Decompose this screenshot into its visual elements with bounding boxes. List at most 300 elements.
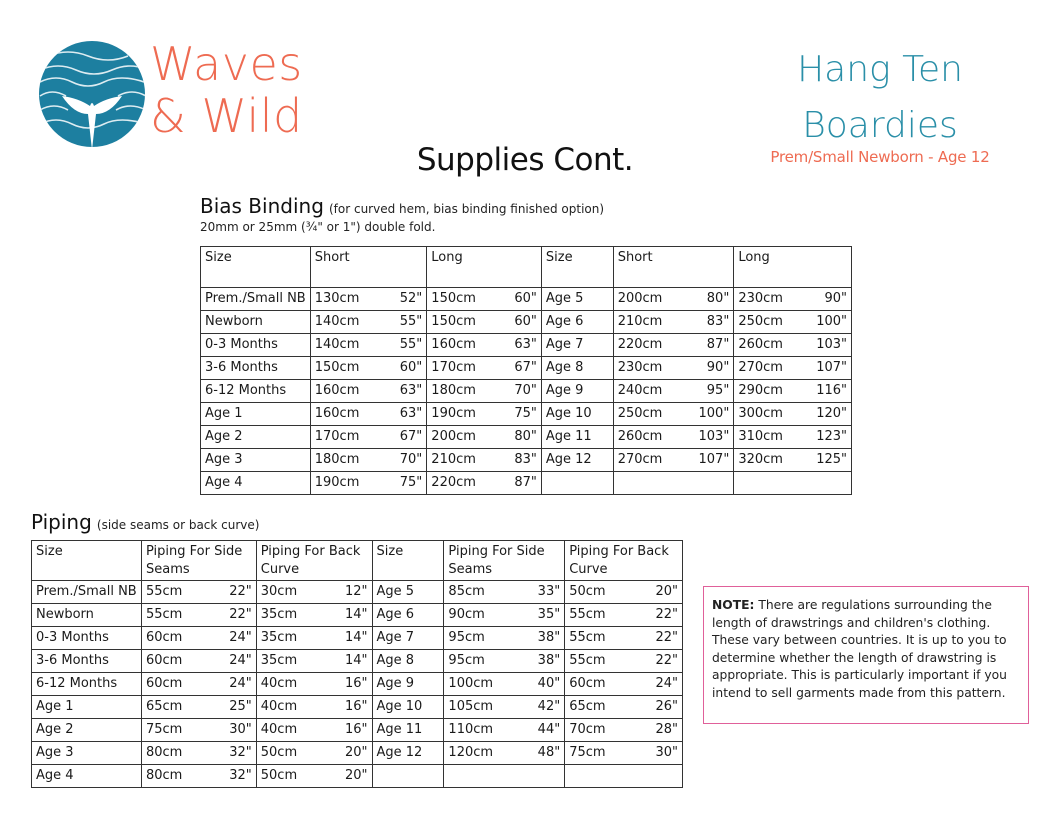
inch-value: 38" xyxy=(537,630,561,645)
side-cell-values xyxy=(142,581,256,603)
inch-value: 52" xyxy=(399,291,423,306)
size-cell: Age 11 xyxy=(541,426,613,449)
size-cell: Age 4 xyxy=(201,472,311,495)
note-text: There are regulations surrounding the length of drawstrings and children's clothing. These vary between countries. It is up to you to determine whether the length of drawstring is appropriate. This is particularly important if you intend to sell garments made from this pattern. xyxy=(712,598,1007,700)
side-cell-values xyxy=(142,673,256,695)
header-short: Short xyxy=(310,247,427,288)
inch-value: 33" xyxy=(537,584,561,599)
cm-value: 95cm xyxy=(448,630,485,645)
size-cell: Age 12 xyxy=(541,449,613,472)
long-cell-values xyxy=(734,311,851,333)
header-short: Short xyxy=(613,247,734,288)
short-cell xyxy=(613,357,734,380)
cm-value: 200cm xyxy=(431,429,476,444)
table-row xyxy=(201,426,852,449)
inch-value: 14" xyxy=(344,607,368,622)
side-cell xyxy=(141,719,256,742)
inch-value: 75" xyxy=(399,475,423,490)
long-cell-values xyxy=(734,449,851,471)
cm-value: 110cm xyxy=(448,722,494,737)
size-cell: Age 9 xyxy=(541,380,613,403)
inch-value: 30" xyxy=(229,722,252,737)
side-cell-values xyxy=(444,673,564,695)
back-cell-values xyxy=(257,696,372,718)
cm-value: 230cm xyxy=(617,360,663,375)
short-cell xyxy=(310,403,427,426)
size-cell: Age 1 xyxy=(32,696,142,719)
cm-value: 75cm xyxy=(569,745,606,760)
cm-value: 240cm xyxy=(617,383,663,398)
inch-value: 32" xyxy=(229,745,252,760)
size-cell xyxy=(541,472,613,495)
cm-value: 150cm xyxy=(314,360,360,375)
back-cell xyxy=(256,673,372,696)
cm-value: 200cm xyxy=(617,291,663,306)
back-cell xyxy=(256,719,372,742)
short-cell-values xyxy=(614,357,734,379)
side-cell xyxy=(444,604,565,627)
side-cell-values xyxy=(444,581,564,603)
size-cell: Age 3 xyxy=(201,449,311,472)
cm-value: 50cm xyxy=(260,745,298,760)
long-cell-values xyxy=(427,288,541,310)
cm-value: 50cm xyxy=(569,584,606,599)
inch-value: 100" xyxy=(816,314,847,329)
cm-value: 300cm xyxy=(738,406,783,421)
size-cell: Prem./Small NB xyxy=(32,581,142,604)
inch-value: 26" xyxy=(655,699,678,714)
long-cell xyxy=(734,311,852,334)
back-cell-values xyxy=(257,719,372,741)
back-cell xyxy=(565,719,683,742)
back-cell xyxy=(256,742,372,765)
inch-value: 70" xyxy=(399,452,423,467)
short-cell xyxy=(310,334,427,357)
cm-value: 105cm xyxy=(448,699,494,714)
side-cell xyxy=(141,742,256,765)
inch-value: 48" xyxy=(537,745,561,760)
cm-value: 50cm xyxy=(260,768,298,783)
inch-value: 55" xyxy=(399,314,423,329)
header-long: Long xyxy=(734,247,852,288)
back-cell-values xyxy=(257,650,372,672)
table-row xyxy=(201,357,852,380)
cm-value: 180cm xyxy=(314,452,360,467)
pattern-title-line-2: Boardies xyxy=(802,105,958,146)
cm-value: 55cm xyxy=(145,584,183,599)
short-cell xyxy=(310,449,427,472)
inch-value: 24" xyxy=(229,630,252,645)
size-cell: Age 6 xyxy=(372,604,444,627)
cm-value: 180cm xyxy=(431,383,476,398)
cm-value: 55cm xyxy=(569,630,606,645)
side-cell xyxy=(444,742,565,765)
inch-value: 16" xyxy=(344,676,368,691)
short-cell-values xyxy=(311,334,427,356)
inch-value: 16" xyxy=(344,722,368,737)
back-cell-values xyxy=(565,696,682,718)
header-piping-back-curve: Piping For Back Curve xyxy=(256,541,372,581)
table-row xyxy=(32,650,683,673)
inch-value: 116" xyxy=(816,383,847,398)
size-cell: Age 9 xyxy=(372,673,444,696)
cm-value: 270cm xyxy=(617,452,663,467)
side-cell-values xyxy=(444,627,564,649)
side-cell xyxy=(444,719,565,742)
size-cell: Age 4 xyxy=(32,765,142,788)
cm-value: 190cm xyxy=(314,475,360,490)
piping-table xyxy=(31,540,683,788)
cm-value: 85cm xyxy=(448,584,485,599)
inch-value: 63" xyxy=(399,383,423,398)
back-cell-values xyxy=(565,673,682,695)
size-cell: Age 10 xyxy=(372,696,444,719)
cm-value: 75cm xyxy=(145,722,183,737)
long-cell-values xyxy=(734,334,851,356)
side-cell-values xyxy=(444,650,564,672)
short-cell-values xyxy=(311,380,427,402)
side-cell-values xyxy=(444,719,564,741)
short-cell-values xyxy=(311,472,427,494)
table-row xyxy=(32,627,683,650)
short-cell-values xyxy=(311,426,427,448)
side-cell-values xyxy=(142,765,256,787)
long-cell xyxy=(427,403,542,426)
short-cell xyxy=(613,288,734,311)
cm-value: 80cm xyxy=(145,745,183,760)
inch-value: 67" xyxy=(514,360,537,375)
back-cell-values xyxy=(565,581,682,603)
table-row xyxy=(201,380,852,403)
inch-value: 120" xyxy=(816,406,847,421)
cm-value: 40cm xyxy=(260,699,298,714)
side-cell xyxy=(141,581,256,604)
size-cell: Age 10 xyxy=(541,403,613,426)
cm-value: 80cm xyxy=(145,768,183,783)
inch-value: 16" xyxy=(344,699,368,714)
back-cell-values xyxy=(565,650,682,672)
table-row xyxy=(32,719,683,742)
side-cell xyxy=(444,673,565,696)
short-cell xyxy=(613,334,734,357)
inch-value: 35" xyxy=(537,607,561,622)
cm-value: 35cm xyxy=(260,607,298,622)
back-cell-values xyxy=(257,673,372,695)
long-cell xyxy=(734,472,852,495)
short-cell xyxy=(310,311,427,334)
back-cell xyxy=(256,765,372,788)
side-cell-values xyxy=(444,742,564,764)
side-cell xyxy=(444,581,565,604)
long-cell-values xyxy=(427,426,541,448)
inch-value: 63" xyxy=(514,337,537,352)
cm-value: 55cm xyxy=(145,607,183,622)
cm-value: 30cm xyxy=(260,584,298,599)
table-row xyxy=(201,472,852,495)
page-title: Supplies Cont. xyxy=(416,142,634,178)
size-cell: Newborn xyxy=(201,311,311,334)
back-cell-values xyxy=(565,627,682,649)
size-cell: Age 7 xyxy=(541,334,613,357)
long-cell xyxy=(427,380,542,403)
cm-value: 260cm xyxy=(738,337,783,352)
cm-value: 65cm xyxy=(145,699,183,714)
long-cell-values xyxy=(734,288,851,310)
cm-value: 55cm xyxy=(569,653,606,668)
side-cell-values xyxy=(142,696,256,718)
bias-binding-heading xyxy=(200,194,604,218)
cm-value: 230cm xyxy=(738,291,783,306)
header-size: Size xyxy=(372,541,444,581)
cm-value: 40cm xyxy=(260,722,298,737)
size-cell: Prem./Small NB xyxy=(201,288,311,311)
cm-value: 60cm xyxy=(145,676,183,691)
cm-value: 220cm xyxy=(617,337,663,352)
long-cell-values xyxy=(427,357,541,379)
cm-value: 290cm xyxy=(738,383,783,398)
long-cell-values xyxy=(734,380,851,402)
side-cell xyxy=(444,650,565,673)
inch-value: 63" xyxy=(399,406,423,421)
table-row xyxy=(201,403,852,426)
cm-value: 310cm xyxy=(738,429,783,444)
long-cell xyxy=(734,334,852,357)
cm-value: 70cm xyxy=(569,722,606,737)
piping-title: Piping xyxy=(31,510,92,534)
bias-binding-subtitle: (for curved hem, bias binding finished option) xyxy=(328,202,605,216)
size-cell: 6-12 Months xyxy=(201,380,311,403)
short-cell-values xyxy=(311,357,427,379)
short-cell-values xyxy=(311,449,427,471)
size-cell: Age 1 xyxy=(201,403,311,426)
side-cell xyxy=(141,696,256,719)
table-row xyxy=(32,673,683,696)
cm-value: 220cm xyxy=(431,475,476,490)
side-cell-values xyxy=(444,604,564,626)
long-cell xyxy=(427,334,542,357)
cm-value: 35cm xyxy=(260,653,298,668)
back-cell-values xyxy=(565,604,682,626)
back-cell-values xyxy=(565,742,682,764)
header-long: Long xyxy=(427,247,542,288)
whale-tail-logo-icon xyxy=(38,40,146,148)
long-cell-values xyxy=(734,426,851,448)
short-cell-values xyxy=(614,426,734,448)
side-cell xyxy=(444,765,565,788)
back-cell-values xyxy=(257,742,372,764)
side-cell xyxy=(444,627,565,650)
cm-value: 170cm xyxy=(431,360,476,375)
long-cell-values xyxy=(427,449,541,471)
size-cell: Age 5 xyxy=(541,288,613,311)
side-cell-values xyxy=(142,604,256,626)
long-cell xyxy=(427,426,542,449)
side-cell-values xyxy=(444,696,564,718)
short-cell xyxy=(613,311,734,334)
side-cell-values xyxy=(142,719,256,741)
short-cell xyxy=(310,380,427,403)
inch-value: 103" xyxy=(816,337,847,352)
inch-value: 107" xyxy=(698,452,730,467)
inch-value: 20" xyxy=(344,768,368,783)
short-cell xyxy=(613,426,734,449)
size-cell: 6-12 Months xyxy=(32,673,142,696)
side-cell xyxy=(141,650,256,673)
size-cell: Age 12 xyxy=(372,742,444,765)
inch-value: 83" xyxy=(706,314,730,329)
inch-value: 103" xyxy=(698,429,730,444)
cm-value: 130cm xyxy=(314,291,360,306)
short-cell xyxy=(310,472,427,495)
cm-value: 60cm xyxy=(569,676,606,691)
inch-value: 75" xyxy=(514,406,537,421)
inch-value: 80" xyxy=(706,291,730,306)
cm-value: 160cm xyxy=(431,337,476,352)
short-cell-values xyxy=(311,311,427,333)
note-label: NOTE: xyxy=(712,598,755,612)
short-cell-values xyxy=(614,288,734,310)
table-row xyxy=(32,765,683,788)
short-cell xyxy=(310,426,427,449)
cm-value: 190cm xyxy=(431,406,476,421)
piping-heading xyxy=(31,510,259,534)
back-cell-values xyxy=(257,581,372,603)
back-cell xyxy=(565,650,683,673)
cm-value: 95cm xyxy=(448,653,485,668)
brand-line-2: & Wild xyxy=(150,89,303,143)
back-cell xyxy=(565,696,683,719)
long-cell xyxy=(427,449,542,472)
long-cell-values xyxy=(427,311,541,333)
inch-value: 22" xyxy=(655,607,678,622)
inch-value: 60" xyxy=(514,291,537,306)
short-cell xyxy=(613,380,734,403)
back-cell xyxy=(565,673,683,696)
side-cell xyxy=(444,696,565,719)
side-cell xyxy=(141,673,256,696)
cm-value: 55cm xyxy=(569,607,606,622)
cm-value: 260cm xyxy=(617,429,663,444)
size-cell: Age 6 xyxy=(541,311,613,334)
table-row xyxy=(201,449,852,472)
inch-value: 55" xyxy=(399,337,423,352)
long-cell-values xyxy=(734,403,851,425)
inch-value: 14" xyxy=(344,653,368,668)
long-cell xyxy=(427,288,542,311)
cm-value: 35cm xyxy=(260,630,298,645)
inch-value: 24" xyxy=(229,653,252,668)
back-cell-values xyxy=(257,765,372,787)
inch-value: 30" xyxy=(655,745,678,760)
table-row xyxy=(32,581,683,604)
short-cell-values xyxy=(614,334,734,356)
long-cell xyxy=(734,380,852,403)
back-cell xyxy=(256,581,372,604)
back-cell xyxy=(565,742,683,765)
back-cell xyxy=(565,604,683,627)
table-row xyxy=(32,604,683,627)
header-piping-back-curve: Piping For Back Curve xyxy=(565,541,683,581)
cm-value: 160cm xyxy=(314,383,360,398)
side-cell-values xyxy=(142,650,256,672)
inch-value: 24" xyxy=(229,676,252,691)
drawstring-note-box xyxy=(703,586,1029,724)
back-cell xyxy=(256,604,372,627)
inch-value: 83" xyxy=(514,452,537,467)
size-cell: Age 11 xyxy=(372,719,444,742)
bias-binding-note: 20mm or 25mm (¾" or 1") double fold. xyxy=(200,220,436,234)
pattern-title xyxy=(760,42,1000,154)
table-row xyxy=(201,311,852,334)
inch-value: 22" xyxy=(229,607,252,622)
inch-value: 22" xyxy=(655,653,678,668)
inch-value: 20" xyxy=(655,584,678,599)
inch-value: 70" xyxy=(514,383,537,398)
inch-value: 87" xyxy=(706,337,730,352)
table-row xyxy=(201,288,852,311)
long-cell xyxy=(734,288,852,311)
inch-value: 90" xyxy=(824,291,847,306)
header-size: Size xyxy=(201,247,311,288)
cm-value: 170cm xyxy=(314,429,360,444)
inch-value: 20" xyxy=(344,745,368,760)
header-piping-side-seams: Piping For Side Seams xyxy=(141,541,256,581)
inch-value: 67" xyxy=(399,429,423,444)
bias-binding-title: Bias Binding xyxy=(200,194,324,218)
cm-value: 100cm xyxy=(448,676,494,691)
size-cell: 0-3 Months xyxy=(32,627,142,650)
cm-value: 40cm xyxy=(260,676,298,691)
header-piping-side-seams: Piping For Side Seams xyxy=(444,541,565,581)
inch-value: 44" xyxy=(537,722,561,737)
cm-value: 210cm xyxy=(617,314,663,329)
long-cell-values xyxy=(427,380,541,402)
inch-value: 125" xyxy=(816,452,847,467)
long-cell xyxy=(427,311,542,334)
size-cell: 3-6 Months xyxy=(201,357,311,380)
back-cell-values xyxy=(257,627,372,649)
inch-value: 100" xyxy=(698,406,730,421)
long-cell-values xyxy=(427,472,541,494)
short-cell xyxy=(613,403,734,426)
inch-value: 60" xyxy=(399,360,423,375)
cm-value: 270cm xyxy=(738,360,783,375)
back-cell xyxy=(256,627,372,650)
size-cell xyxy=(372,765,444,788)
size-cell: 3-6 Months xyxy=(32,650,142,673)
side-cell xyxy=(141,604,256,627)
size-cell: Age 7 xyxy=(372,627,444,650)
long-cell xyxy=(427,472,542,495)
size-cell: Age 2 xyxy=(32,719,142,742)
inch-value: 80" xyxy=(514,429,537,444)
piping-subtitle: (side seams or back curve) xyxy=(96,518,260,532)
inch-value: 24" xyxy=(655,676,678,691)
long-cell xyxy=(734,357,852,380)
table-row xyxy=(32,742,683,765)
size-cell: Newborn xyxy=(32,604,142,627)
bias-binding-table xyxy=(200,246,852,495)
cm-value: 250cm xyxy=(617,406,663,421)
back-cell-values xyxy=(565,719,682,741)
long-cell xyxy=(734,403,852,426)
short-cell xyxy=(613,449,734,472)
side-cell xyxy=(141,627,256,650)
back-cell-values xyxy=(257,604,372,626)
inch-value: 40" xyxy=(537,676,561,691)
cm-value: 210cm xyxy=(431,452,476,467)
long-cell xyxy=(734,426,852,449)
